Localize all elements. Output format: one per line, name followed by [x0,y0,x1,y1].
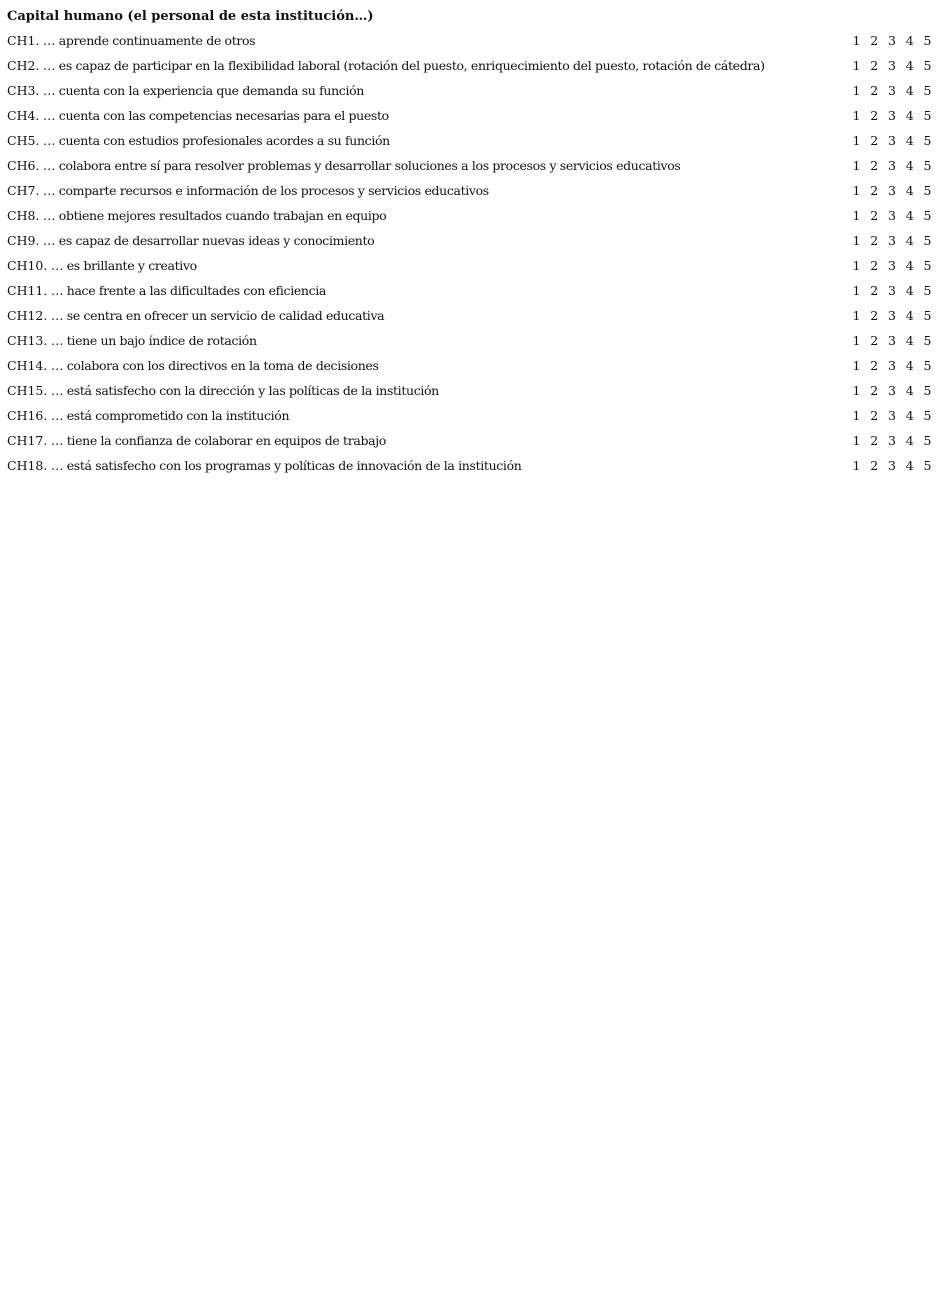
list-item [7,253,932,278]
rating-scale [852,308,932,323]
rating-option[interactable]: 5 [923,458,932,473]
item-code: CH16. [7,408,48,423]
item-code: CH11. [7,283,48,298]
rating-scale [852,458,932,473]
rating-option[interactable]: 3 [888,283,896,298]
item-text: … es brillante y creativo [47,258,197,273]
item-text: … cuenta con las competencias necesarias para el puesto [39,108,389,123]
item-statement [7,208,848,223]
item-statement [7,33,848,48]
item-text: … tiene la confianza de colaborar en equipos de trabajo [47,433,386,448]
item-statement [7,83,848,98]
rating-option[interactable]: 4 [905,183,914,198]
rating-option[interactable]: 1 [852,108,861,123]
rating-option[interactable]: 1 [852,208,861,223]
rating-option[interactable]: 3 [888,383,896,398]
item-statement [7,333,848,348]
rating-scale [852,83,932,98]
list-item [7,278,932,303]
item-text: … hace frente a las dificultades con eficiencia [47,283,326,298]
item-statement [7,258,848,273]
item-statement [7,183,848,198]
rating-option[interactable]: 4 [905,33,914,48]
rating-option[interactable]: 1 [852,283,861,298]
item-text: … está satisfecho con los programas y políticas de innovación de la institución [47,458,522,473]
rating-scale [852,208,932,223]
item-code: CH14. [7,358,48,373]
rating-scale [852,358,932,373]
item-text: … tiene un bajo índice de rotación [47,333,257,348]
rating-option[interactable]: 2 [870,33,879,48]
rating-scale [852,433,932,448]
item-code: CH15. [7,383,48,398]
item-code: CH4. [7,108,40,123]
rating-option[interactable]: 1 [852,83,861,98]
rating-option[interactable]: 4 [905,158,914,173]
rating-scale [852,33,932,48]
rating-option[interactable]: 1 [852,183,861,198]
list-item [7,28,932,53]
rating-option[interactable]: 4 [905,208,914,223]
rating-option[interactable]: 2 [870,233,879,248]
rating-option[interactable]: 5 [923,133,932,148]
item-statement [7,433,848,448]
rating-option[interactable]: 3 [888,358,896,373]
rating-option[interactable]: 1 [852,233,861,248]
rating-option[interactable]: 4 [905,308,914,323]
rating-option[interactable]: 3 [888,83,896,98]
rating-option[interactable]: 1 [852,333,861,348]
item-statement [7,408,848,423]
item-text: … es capaz de desarrollar nuevas ideas y conocimiento [39,233,375,248]
list-item [7,203,932,228]
rating-option[interactable]: 4 [905,108,914,123]
rating-option[interactable]: 3 [888,183,896,198]
rating-option[interactable]: 2 [870,208,879,223]
rating-option[interactable]: 5 [923,33,932,48]
item-statement [7,283,848,298]
rating-option[interactable]: 5 [923,358,932,373]
list-item [7,228,932,253]
item-statement [7,458,848,473]
item-text: … se centra en ofrecer un servicio de calidad educativa [47,308,385,323]
rating-option[interactable]: 3 [888,333,896,348]
rating-option[interactable]: 5 [923,233,932,248]
rating-option[interactable]: 3 [888,433,896,448]
rating-scale [852,383,932,398]
rating-option[interactable]: 2 [870,258,879,273]
rating-option[interactable]: 4 [905,83,914,98]
item-code: CH2. [7,58,40,73]
rating-option[interactable]: 3 [888,408,896,423]
rating-option[interactable]: 5 [923,258,932,273]
rating-option[interactable]: 5 [923,208,932,223]
list-item [7,428,932,453]
rating-option[interactable]: 3 [888,108,896,123]
item-code: CH7. [7,183,40,198]
section-title: Capital humano (el personal de esta institución…) [7,9,374,24]
list-item [7,78,932,103]
rating-scale [852,133,932,148]
item-code: CH13. [7,333,48,348]
rating-scale [852,408,932,423]
rating-option[interactable]: 1 [852,58,861,73]
item-code: CH10. [7,258,48,273]
rating-option[interactable]: 3 [888,208,896,223]
item-text: … aprende continuamente de otros [39,33,256,48]
list-item [7,353,932,378]
rating-option[interactable]: 2 [870,58,879,73]
item-code: CH3. [7,83,40,98]
rating-option[interactable]: 4 [905,58,914,73]
rating-option[interactable]: 5 [923,183,932,198]
rating-option[interactable]: 1 [852,458,861,473]
rating-option[interactable]: 3 [888,58,896,73]
rating-scale [852,58,932,73]
list-item [7,328,932,353]
rating-option[interactable]: 5 [923,408,932,423]
item-code: CH6. [7,158,40,173]
rating-option[interactable]: 4 [905,258,914,273]
item-text: … obtiene mejores resultados cuando trabajan en equipo [39,208,387,223]
list-item [7,128,932,153]
rating-option[interactable]: 5 [923,308,932,323]
rating-scale [852,283,932,298]
rating-scale [852,258,932,273]
rating-option[interactable]: 2 [870,408,879,423]
item-statement [7,358,848,373]
list-item [7,103,932,128]
rating-option[interactable]: 2 [870,358,879,373]
rating-option[interactable]: 2 [870,83,879,98]
rating-option[interactable]: 4 [905,383,914,398]
list-item [7,303,932,328]
rating-option[interactable]: 2 [870,133,879,148]
rating-option[interactable]: 4 [905,333,914,348]
rating-option[interactable]: 2 [870,458,879,473]
item-code: CH17. [7,433,48,448]
item-text: … comparte recursos e información de los procesos y servicios educativos [39,183,489,198]
rating-scale [852,183,932,198]
item-text: … cuenta con estudios profesionales acordes a su función [39,133,390,148]
rating-option[interactable]: 5 [923,383,932,398]
rating-option[interactable]: 1 [852,308,861,323]
rating-option[interactable]: 3 [888,308,896,323]
rating-option[interactable]: 4 [905,433,914,448]
rating-option[interactable]: 3 [888,458,896,473]
rating-option[interactable]: 4 [905,233,914,248]
item-statement [7,58,848,73]
rating-option[interactable]: 1 [852,158,861,173]
rating-scale [852,233,932,248]
item-code: CH1. [7,33,40,48]
item-text: … está comprometido con la institución [47,408,290,423]
rating-option[interactable]: 1 [852,433,861,448]
rating-option[interactable]: 4 [905,458,914,473]
item-code: CH18. [7,458,48,473]
rating-option[interactable]: 4 [905,358,914,373]
rating-option[interactable]: 4 [905,283,914,298]
item-text: … es capaz de participar en la flexibilidad laboral (rotación del puesto, enriquecimiento del puesto, rotación de cátedra) [39,58,765,73]
item-text: … cuenta con la experiencia que demanda su función [39,83,364,98]
item-statement [7,308,848,323]
rating-option[interactable]: 1 [852,408,861,423]
item-statement [7,383,848,398]
list-item [7,153,932,178]
rating-option[interactable]: 2 [870,308,879,323]
rating-option[interactable]: 4 [905,133,914,148]
rating-option[interactable]: 4 [905,408,914,423]
rating-option[interactable]: 3 [888,158,896,173]
rating-option[interactable]: 1 [852,383,861,398]
rating-option[interactable]: 2 [870,433,879,448]
item-statement [7,108,848,123]
rating-option[interactable]: 1 [852,133,861,148]
rating-option[interactable]: 5 [923,333,932,348]
rating-option[interactable]: 3 [888,233,896,248]
rating-scale [852,333,932,348]
rating-option[interactable]: 3 [888,33,896,48]
item-text: … está satisfecho con la dirección y las políticas de la institución [47,383,439,398]
list-item [7,453,932,478]
rating-option[interactable]: 1 [852,33,861,48]
rating-option[interactable]: 5 [923,433,932,448]
rating-option[interactable]: 5 [923,83,932,98]
list-item [7,378,932,403]
list-item [7,178,932,203]
rating-option[interactable]: 1 [852,358,861,373]
rating-option[interactable]: 5 [923,58,932,73]
item-code: CH12. [7,308,48,323]
rating-option[interactable]: 2 [870,158,879,173]
item-code: CH9. [7,233,40,248]
item-statement [7,158,848,173]
list-item [7,403,932,428]
rating-option[interactable]: 2 [870,383,879,398]
rating-option[interactable]: 2 [870,108,879,123]
item-text: … colabora con los directivos en la toma de decisiones [47,358,379,373]
rating-option[interactable]: 5 [923,283,932,298]
rating-option[interactable]: 3 [888,258,896,273]
item-code: CH5. [7,133,40,148]
item-statement [7,233,848,248]
list-item [7,53,932,78]
rating-option[interactable]: 5 [923,158,932,173]
rating-option[interactable]: 2 [870,283,879,298]
rating-scale [852,108,932,123]
questionnaire-section [7,7,932,478]
rating-option[interactable]: 2 [870,183,879,198]
item-statement [7,133,848,148]
rating-scale [852,158,932,173]
item-text: … colabora entre sí para resolver problemas y desarrollar soluciones a los procesos y servicios educativos [39,158,681,173]
rating-option[interactable]: 1 [852,258,861,273]
rating-option[interactable]: 2 [870,333,879,348]
rating-option[interactable]: 3 [888,133,896,148]
rating-option[interactable]: 5 [923,108,932,123]
item-list [7,28,932,478]
item-code: CH8. [7,208,40,223]
